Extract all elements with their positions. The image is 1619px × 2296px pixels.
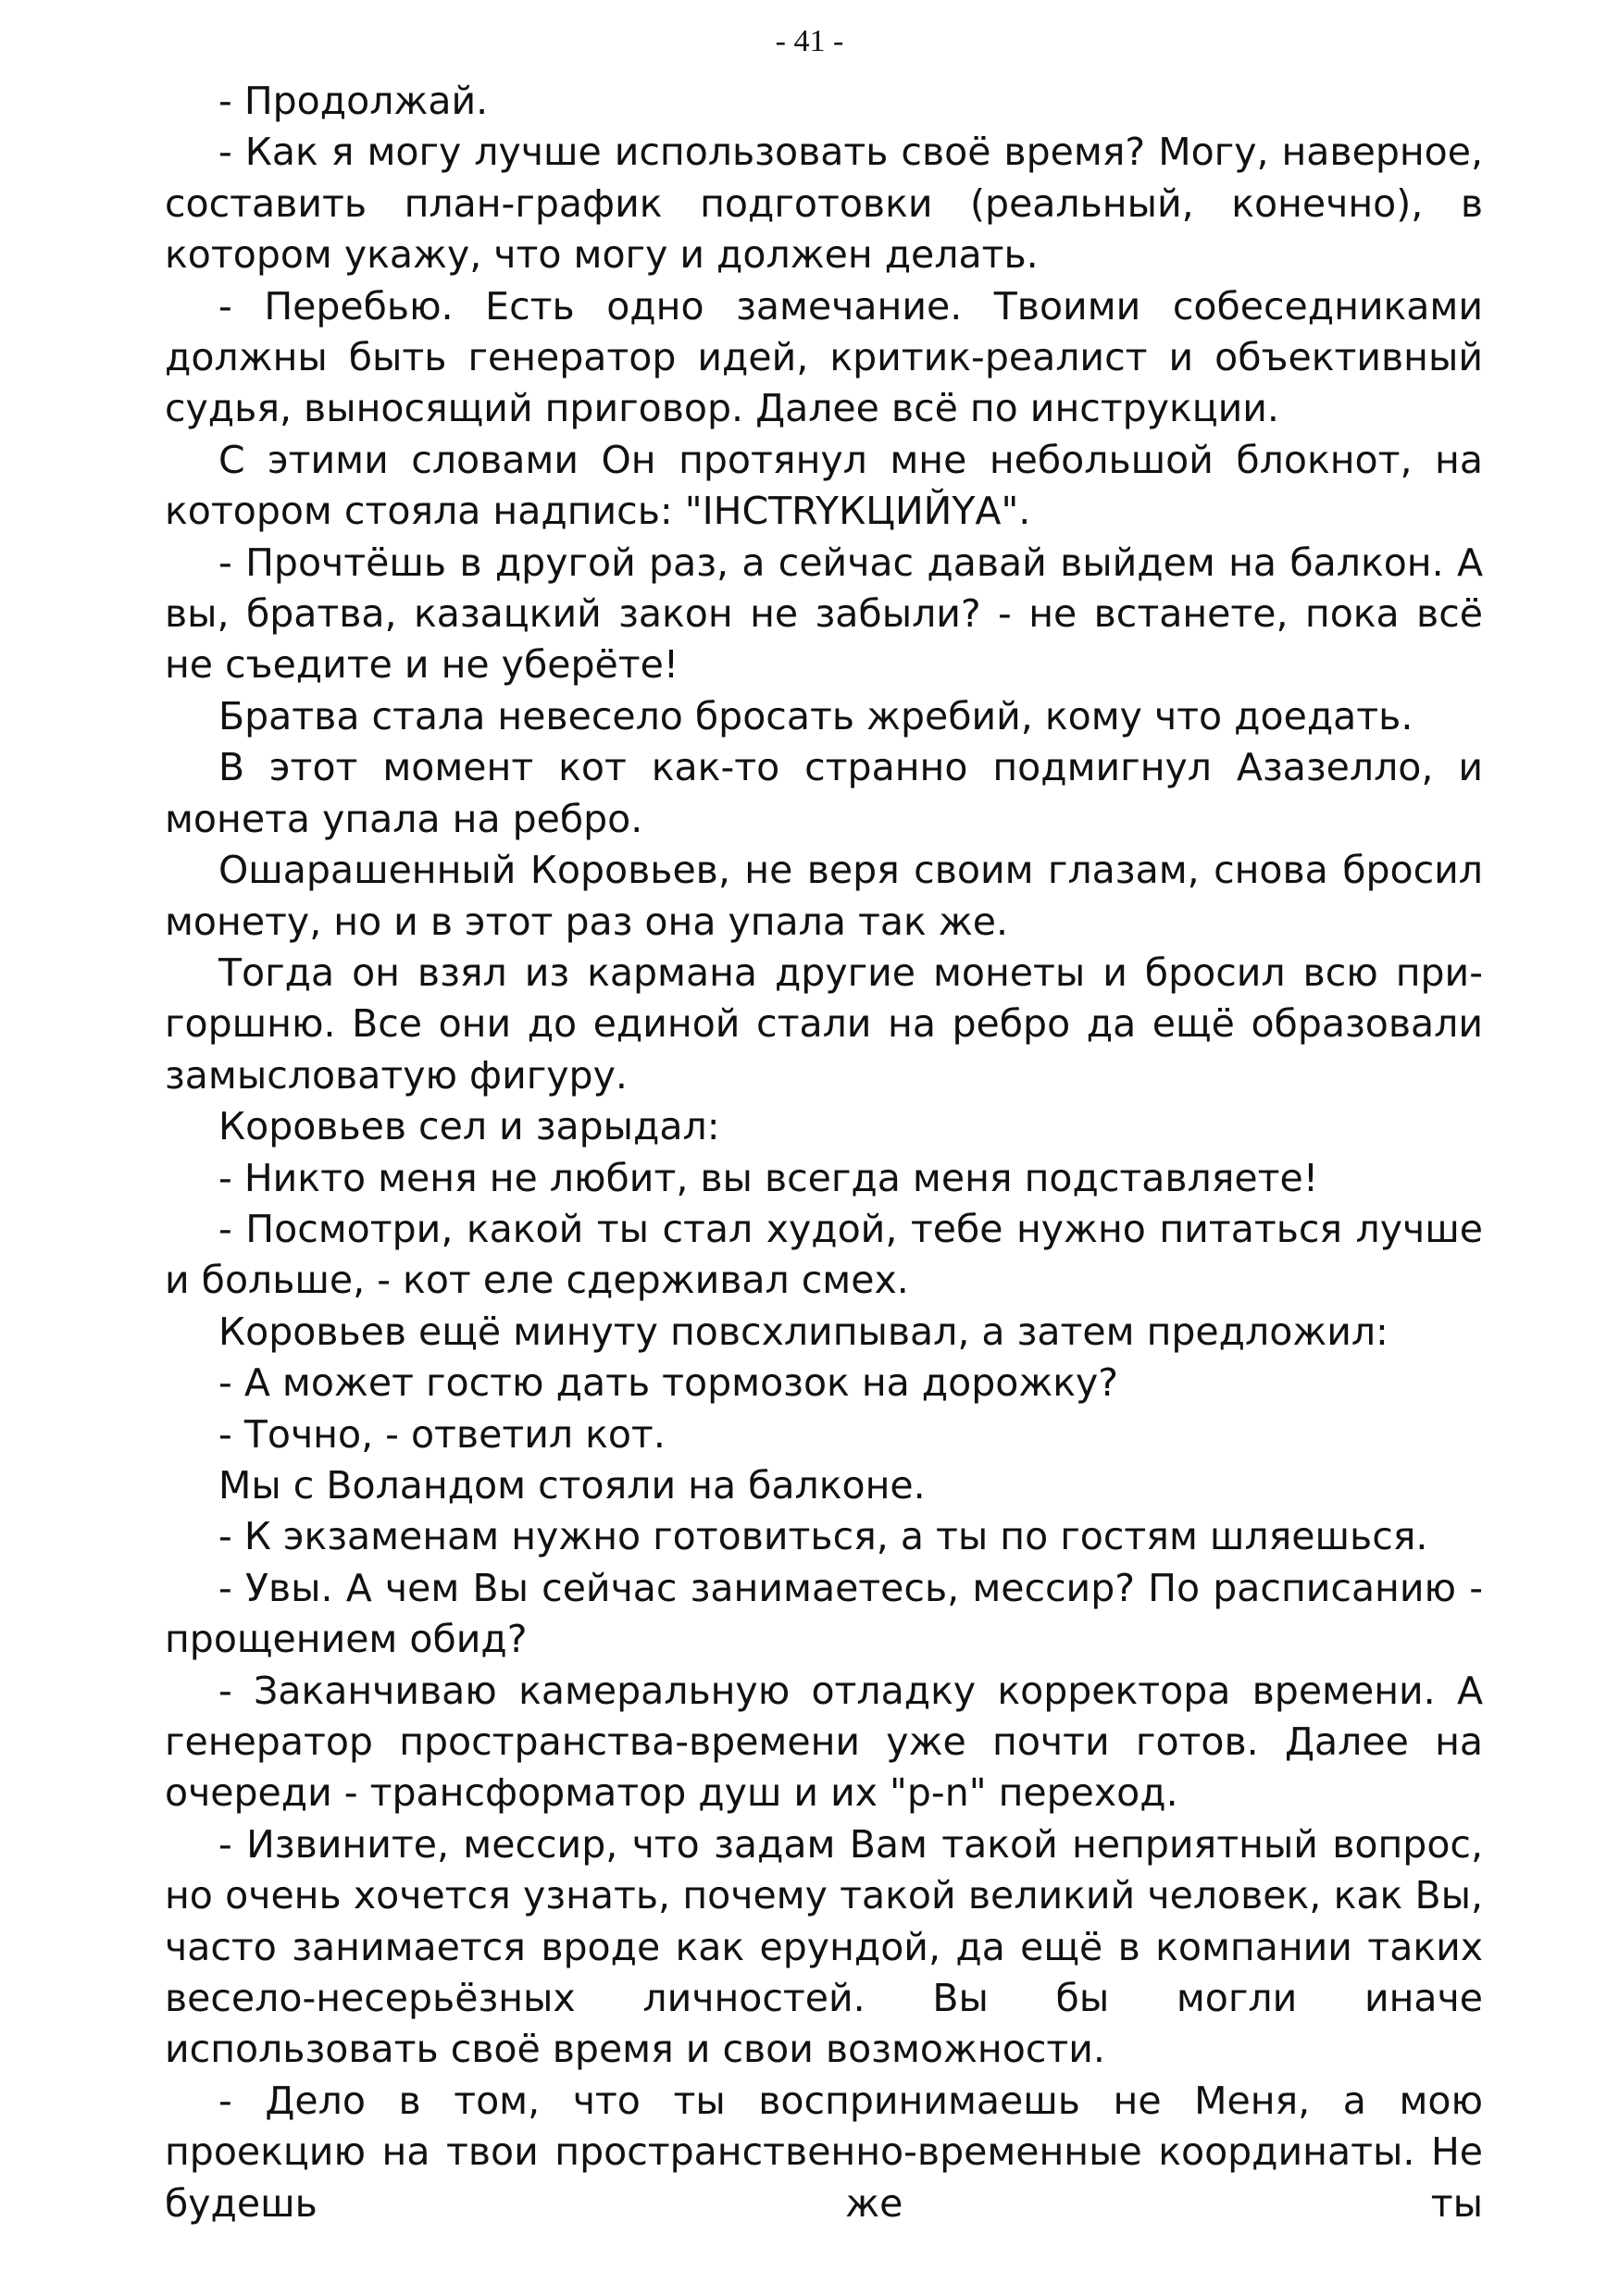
paragraph: - Продолжай. [218, 79, 489, 123]
paragraph: - Точно, - ответил кот. [218, 1411, 666, 1457]
paragraph: Мы с Воландом стояли на балконе. [218, 1462, 926, 1508]
body-text [165, 76, 1483, 2229]
paragraph: Коровьев сел и зарыдал: [218, 1104, 720, 1149]
paragraph: Коровьев ещё минуту повсхлипывал, а затем предложил: [218, 1309, 1389, 1354]
page-number: - 41 - [775, 24, 844, 58]
paragraph: - Заканчиваю камеральную отладку корректора времени. А генератор пространства-времени уже почти готов. Далее на очереди - трансформатор душ и их "p-n" переход. [165, 1668, 1483, 1816]
paragraph: - Увы. А чем Вы сейчас занимаетесь, мессир? По расписанию - прощением обид? [165, 1565, 1483, 1662]
paragraph: В этот момент кот как-то странно подмигнул Азазелло, и монета упала на ребро. [165, 745, 1483, 841]
paragraph: - Прочтёшь в другой раз, а сейчас давай выйдем на балкон. А вы, братва, казацкий закон не забыли? - не встанете, пока всё не съедите и не уберёте! [165, 540, 1483, 688]
paragraph: С этими словами Он протянул мне небольшой блокнот, на котором стояла надпись: "IНСТRYКЦИЙYА". [165, 437, 1483, 534]
paragraph: - Дело в том, что ты воспринимаешь не Меня, а мою проекцию на твои пространственно-временные координаты. Не будешь же ты [165, 2078, 1483, 2226]
paragraph: Тогда он взял из кармана другие монеты и бросил всю пригоршню. Все они до единой стали на ребро да ещё образовали замысловатую фигуру. [165, 949, 1483, 1098]
paragraph: - Перебью. Есть одно замечание. Твоими собеседниками должны быть генератор идей, критик-реалист и объективный судья, выносящий приговор. Далее всё по инструкции. [165, 283, 1483, 431]
paragraph: - Посмотри, какой ты стал худой, тебе нужно питаться лучше и больше, - кот еле сдерживал смех. [165, 1206, 1483, 1303]
paragraph: - К экзаменам нужно готовиться, а ты по гостям шляешься. [218, 1514, 1428, 1559]
paragraph: - Никто меня не любит, вы всегда меня подставляете! [218, 1155, 1319, 1200]
paragraph: - А может гостю дать тормозок на дорожку? [218, 1360, 1119, 1406]
paragraph: Ошарашенный Коровьев, не веря своим глазам, снова бросил монету, но и в этот раз она упала так же. [165, 848, 1483, 944]
paragraph: - Извините, мессир, что задам Вам такой неприятный вопрос, но очень хочется узнать, почему такой великий человек, как Вы, часто занимается вроде как ерундой, да ещё в компании таких весело-несерьёзных личностей. Вы бы могли иначе использовать своё время и свои возможности. [165, 1821, 1483, 2072]
paragraph: - Как я могу лучше использовать своё время? Могу, наверное, составить план-график подготовки (реальный, конечно), в котором укажу, что могу и должен делать. [165, 130, 1483, 278]
paragraph: Братва стала невесело бросать жребий, кому что доедать. [218, 693, 1414, 738]
